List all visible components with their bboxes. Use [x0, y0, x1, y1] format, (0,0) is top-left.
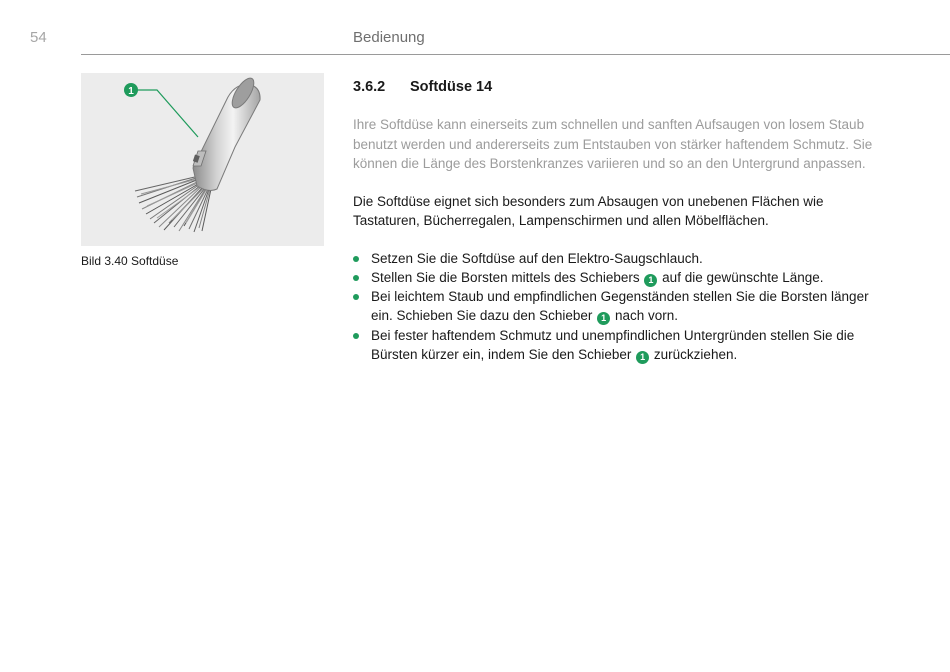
bullet-icon [353, 294, 359, 300]
usage-paragraph: Die Softdüse eignet sich besonders zum Absaugen von unebenen Flächen wie Tastaturen, Bücherregalen, Lampenschirmen und allen Möbelflächen. [353, 193, 824, 228]
instruction-list [353, 249, 893, 365]
list-item-text: Bei leichtem Staub und empfindlichen Gegenständen stellen Sie die Borsten länger ein. Schieben Sie dazu den Schieber [371, 289, 869, 324]
list-item-text: auf die gewünschte Länge. [662, 269, 824, 285]
bullet-icon [353, 256, 359, 262]
list-item-text: zurückziehen. [653, 346, 738, 362]
list-item-text: Stellen Sie die Borsten mittels des Schiebers [371, 269, 640, 285]
page-number: 54 [30, 29, 47, 46]
list-item-text: Setzen Sie die Softdüse auf den Elektro-Saugschlauch. [371, 250, 703, 266]
callout-badge: 1 [644, 274, 657, 287]
callout-marker-label: 1 [128, 86, 134, 97]
nozzle-body [193, 84, 260, 190]
intro-paragraph: Ihre Softdüse kann einerseits zum schnellen und sanften Aufsaugen von losem Staub benutzt werden und andererseits zum Entstauben von stärker haftendem Schmutz. Sie können die Länge des Borstenkranzes variieren und so an den Untergrund anpassen. [353, 117, 873, 171]
callout-badge: 1 [597, 312, 610, 325]
running-title: Bedienung [353, 29, 425, 46]
bullet-icon [353, 275, 359, 281]
callout-leader-line [131, 90, 198, 137]
list-item [353, 287, 893, 326]
header-divider [81, 54, 950, 55]
callout-badge: 1 [636, 351, 649, 364]
list-item-text: nach vorn. [614, 308, 678, 324]
section-content [353, 77, 893, 364]
softduese-illustration [81, 73, 324, 246]
figure-softduese [81, 73, 324, 246]
list-item [353, 249, 893, 268]
list-item-text: Bei fester haftendem Schmutz und unempfindlichen Untergründen stellen Sie die Bürsten kürzer ein, indem Sie den Schieber [371, 327, 855, 362]
section-number: 3.6.2 [353, 79, 386, 95]
list-item [353, 326, 893, 365]
figure-caption: Bild 3.40 Softdüse [81, 254, 179, 268]
section-title: Softdüse 14 [410, 79, 493, 95]
bullet-icon [353, 333, 359, 339]
section-heading [353, 77, 893, 97]
list-item [353, 268, 893, 287]
